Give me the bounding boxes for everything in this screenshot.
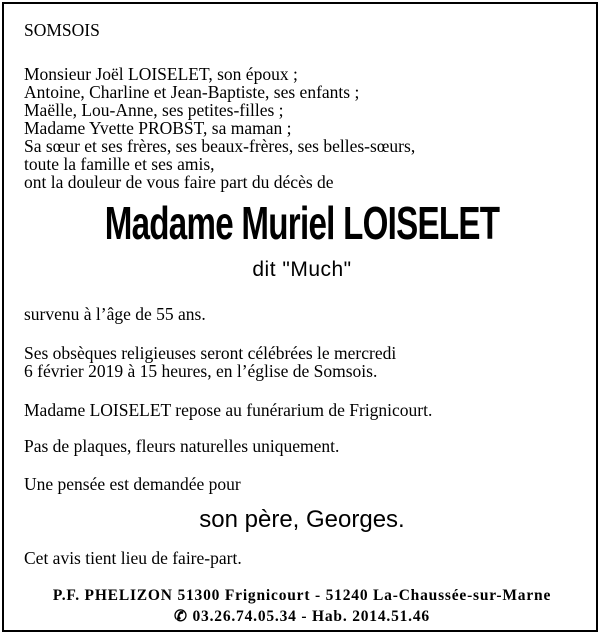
funeral-home-address: P.F. PHELIZON 51300 Frignicourt - 51240 La-Chaussée-sur-Marne [52,587,552,604]
obituary-notice [2,2,598,632]
family-line: Madame Yvette PROBST, sa maman ; [24,118,292,138]
funeral-home-phone: ✆ 03.26.74.05.34 - Hab. 2014.51.46 [174,608,430,625]
closing-line: Cet avis tient lieu de faire-part. [24,548,242,568]
deceased-nickname: dit "Much" [252,258,352,281]
family-line: Monsieur Joël LOISELET, son époux ; [24,64,298,84]
deceased-name: Madame Muriel LOISELET [104,197,500,249]
location-heading: SOMSOIS [24,20,100,40]
rest-line: Madame LOISELET repose au funérarium de Frignicourt. [24,400,433,420]
family-line: Sa sœur et ses frères, ses beaux-frères, ses belles-sœurs, [24,136,416,156]
flowers-line: Pas de plaques, fleurs naturelles uniquement. [24,436,340,456]
family-line: Maëlle, Lou-Anne, ses petites-filles ; [24,100,284,120]
family-line: ont la douleur de vous faire part du décès de [24,172,334,192]
family-line: Antoine, Charline et Jean-Baptiste, ses enfants ; [24,82,360,102]
father-line: son père, Georges. [199,506,405,533]
family-line: toute la famille et ses amis, [24,154,215,174]
funeral-line: Ses obsèques religieuses seront célébrées le mercredi [24,343,397,363]
thought-line: Une pensée est demandée pour [24,474,241,494]
funeral-line: 6 février 2019 à 15 heures, en l’église de Somsois. [24,361,378,381]
age-line: survenu à l’âge de 55 ans. [24,304,206,324]
